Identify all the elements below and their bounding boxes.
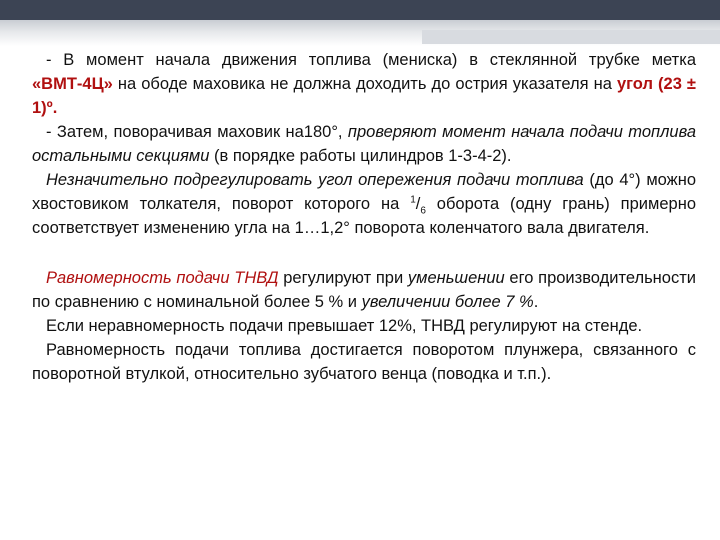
p4-italic-1: уменьшении: [407, 269, 505, 287]
p6-text: Равномерность подачи топлива достигается поворотом плунжера, связанного с поворотной втулкой, относительно зубчатого венца (поводка и т.п.).: [32, 341, 696, 383]
p3-text-1: (до 4°) можно хвостовиком толкателя, поворот которого на: [32, 171, 696, 213]
p4-text-1: регулируют при: [278, 269, 408, 287]
flywheel-mark-label: «ВМТ-4Ц»: [32, 75, 113, 93]
uniformity-term: Равномерность подачи ТНВД: [46, 269, 279, 287]
p2-text-1: - Затем, поворачивая маховик на180°,: [46, 123, 348, 141]
fraction-denominator: 6: [420, 205, 426, 217]
paragraph-spacer: [32, 240, 696, 266]
paragraph-check-sections: [32, 120, 696, 168]
paragraph-adjust-angle: [32, 168, 696, 240]
p4-text-3: .: [533, 293, 539, 311]
p2-text-2: (в порядке работы цилиндров 1-3-4-2).: [209, 147, 512, 165]
p4-text-2: его производительности по сравнению с номинальной более 5 % и: [32, 269, 696, 311]
paragraph-plunger-rotation: [32, 338, 696, 386]
paragraph-moment-start: [32, 48, 696, 120]
p1-text-2: на ободе маховика не должна доходить до острия указателя на: [112, 75, 617, 93]
angle-value: угол (23 ± 1)º.: [32, 75, 696, 117]
header-accent-block: [422, 30, 720, 44]
p4-italic-2: увеличении более 7 %: [361, 293, 534, 311]
p2-italic-text: проверяют момент начала подачи топлива остальными секциями: [32, 123, 697, 165]
one-sixth-fraction: [410, 194, 426, 217]
fraction-numerator: 1: [410, 194, 416, 206]
p5-text: Если неравномерность подачи превышает 12%, ТНВД регулируют на стенде.: [46, 317, 643, 335]
p3-text-2: оборота (одну грань) примерно соответствует изменению угла на 1…1,2° поворота коленчатого вала двигателя.: [32, 195, 696, 237]
paragraph-uniformity: [32, 266, 696, 314]
p3-italic-text: Незначительно подрегулировать угол опережения подачи топлива: [46, 171, 584, 189]
p1-text-1: - В момент начала движения топлива (мениска) в стеклянной трубке метка: [46, 51, 696, 69]
fraction-slash: /: [415, 195, 421, 213]
header-bar: [0, 0, 720, 20]
slide-body: [32, 48, 696, 386]
paragraph-stand-adjustment: [32, 314, 696, 338]
